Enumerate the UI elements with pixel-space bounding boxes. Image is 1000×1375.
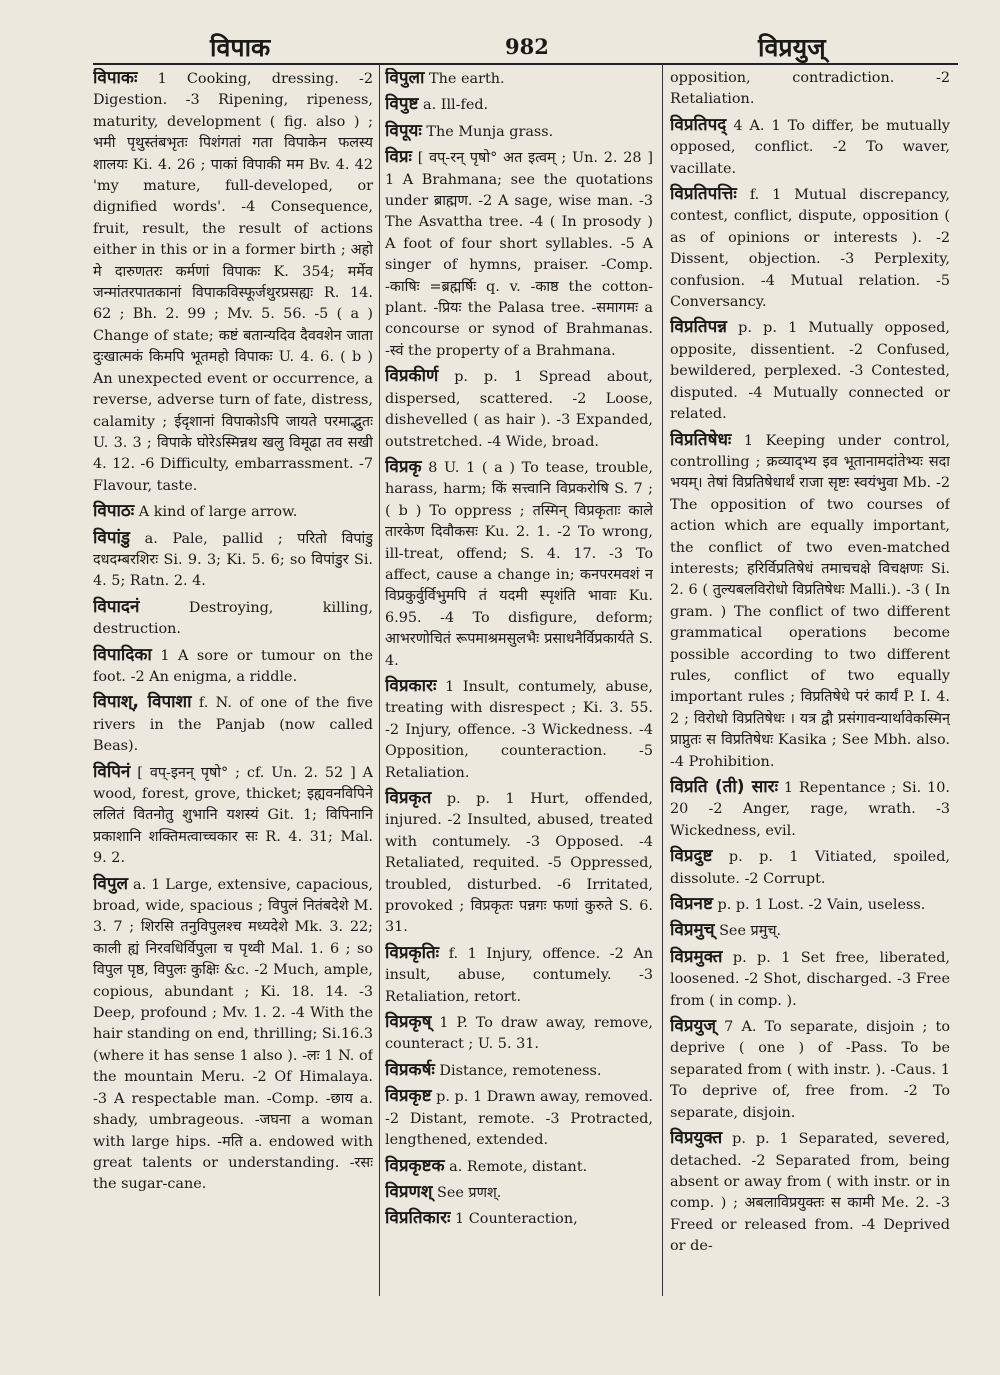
entry-definition: a. Pale, pallid ; परितो विपांडु दधदम्बरशिरः Si. 9. 3; Ki. 5. 6; so विपांडुर Si. 4. 5; Ratn. 2. 4. — [93, 530, 373, 590]
entry-headword: विप्रकृत — [385, 788, 432, 808]
entry-definition: 1 Counteraction, — [450, 1211, 578, 1228]
entry-definition: 1 Keeping under control, controlling ; क्रव्याद्भ्य इव भूतानामदांतेभ्यः सदा भयम्। तेषां विप्रतिषेधार्थं राजा सृष्टः स्वयंभुवा Mb. -2 The opposition of two courses of action which are equally important, the conflict of two even-matched interests; हरिर्विप्रतिषेधं तमाचचक्षे विचक्षणः Si. 2. 6 ( तुल्यबलविरोधो विप्रतिषेधः Malli.). -3 ( In gram. ) The conflict of two different grammatical operations become possible according to two different rules, conflict of two equally important rules ; विप्रतिषेधे परं कार्यं P. I. 4. 2 ; विरोधो विप्रतिषेधः । यत्र द्वौ प्रसंगावन्यार्थावेकस्मिन् प्राप्नुतः स विप्रतिषेधः Kasika ; See Mbh. also. -4 Prohibition. — [670, 432, 950, 770]
entry-headword: विप्रति (ती) सारः — [670, 777, 779, 797]
column-divider — [662, 64, 663, 1296]
entry-definition: 1 P. To draw away, remove, counteract ; U. 5. 31. — [385, 1015, 653, 1053]
entry-headword: विप्रतिपन्न — [670, 317, 727, 338]
dictionary-entry — [385, 94, 653, 116]
entry-headword: विप्रमुक्त — [670, 946, 723, 967]
dictionary-entry — [385, 1182, 653, 1204]
dictionary-entry — [670, 317, 950, 425]
dictionary-entry — [93, 68, 373, 497]
entry-definition: 7 A. To separate, disjoin ; to deprive ( one ) of -Pass. To be separated from ( with instr. ). -Caus. 1 To deprive of, free from. -2 To separate, disjoin. — [670, 1019, 950, 1121]
dictionary-entry — [670, 894, 950, 916]
entry-headword: विपांडु — [93, 527, 131, 548]
entry-definition: p. p. 1 Drawn away, removed. -2 Distant, remote. -3 Protracted, lengthened, extended. — [385, 1089, 653, 1149]
dictionary-entry — [670, 115, 950, 180]
running-head-left: विपाक — [210, 33, 271, 62]
dictionary-entry — [385, 788, 653, 939]
entry-headword: विपुला — [385, 68, 425, 88]
dictionary-entry — [670, 68, 950, 111]
entry-headword: विप्रदुष्ट — [670, 846, 713, 867]
dictionary-entry — [93, 501, 373, 523]
entry-definition: p. p. 1 Vitiated, spoiled, dissolute. -2 Corrupt. — [670, 849, 950, 887]
dictionary-entry — [385, 1086, 653, 1151]
entry-definition: 1 Repentance ; Si. 10. 20 -2 Anger, rage, wrath. -3 Wickedness, evil. — [670, 780, 950, 839]
entry-definition: Distance, remoteness. — [434, 1062, 602, 1079]
entry-headword: विपादिका — [93, 644, 152, 665]
dictionary-entry — [385, 1156, 653, 1178]
running-head-right: विप्रयुज् — [758, 33, 826, 62]
entry-headword: विप्रकृ — [385, 456, 422, 477]
entry-headword: विपुल — [93, 873, 129, 894]
dictionary-entry — [670, 846, 950, 890]
entry-definition: f. 1 Injury, offence. -2 An insult, abuse, contumely. -3 Retaliation, retort. — [385, 945, 653, 1005]
entry-headword: विपादनं — [93, 596, 140, 617]
entry-headword: विप्रतिकारः — [385, 1208, 451, 1229]
dictionary-entry — [670, 777, 950, 842]
dictionary-entry — [385, 366, 653, 453]
dictionary-entry — [385, 943, 653, 1008]
entry-definition: a. Remote, distant. — [444, 1158, 588, 1175]
entry-headword: विपूयः — [385, 120, 422, 141]
dictionary-entry — [670, 1016, 950, 1124]
column-2 — [385, 68, 653, 1288]
entry-definition: 1 Cooking, dressing. -2 Digestion. -3 Ripening, ripeness, maturity, development ( fig. also ) ; भमी पृथुस्तंबभृतः पिशंगतां गता विपाकेन फलस्य शालयः Ki. 4. 26 ; पाकां विपाकी मम Bv. 4. 42 'my mature, full-developed, or dignified words'. -4 Consequence, fruit, result, the result of actions either in this or in a former birth ; अहो मे दारुणतरः कर्मणां विपाकः K. 354; मर्मेव जन्मांतरपातकानां विपाकविस्फूर्जथुरप्रसह्यः R. 14. 62 ; Bh. 2. 99 ; Mv. 5. 56. -5 ( a ) Change of state; कष्टं बतान्यदिव दैववशेन जाता दुःखात्मकं किमपि भूतमहो विपाकः U. 4. 6. ( b ) An unexpected event or occurrence, a reverse, adverse turn of fate, distress, calamity ; ईदृशानां विपाकोऽपि जायते परमाद्भुतः U. 3. 3 ; विपाके घोरेऽस्मिन्नथ खलु विमूढा तव सखी 4. 12. -6 Difficulty, embarrassment. -7 Flavour, taste. — [93, 71, 373, 494]
entry-definition: The Munja grass. — [421, 123, 554, 140]
entry-definition: Destroying, killing, destruction. — [93, 599, 373, 638]
entry-headword: विपाठः — [93, 501, 135, 522]
entry-definition: p. p. 1 Lost. -2 Vain, useless. — [712, 897, 926, 914]
column-1 — [93, 68, 373, 1288]
entry-definition: 8 U. 1 ( a ) To tease, trouble, harass, harm; किं सत्त्वानि विप्रकरोषि S. 7 ; ( b ) To oppress ; तस्मिन् विप्रकृताः काले तारकेण दिवौकसः Ku. 2. 1. -2 To wrong, ill-treat, offend; S. 4. 17. -3 To affect, cause a change in; कनपरमवशं न विप्रकुर्वुर्विभुमपि तं यदमी स्पृशंति भावाः Ku. 6.95. -4 To disfigure, deform; आभरणोचितं रूपमाश्रमसुलभैः प्रसाधनैर्विप्रकार्यते S. 4. — [385, 459, 653, 669]
dictionary-entry — [385, 147, 653, 362]
entry-headword: विप्रकृष्ट — [385, 1086, 432, 1107]
entry-definition: p. p. 1 Mutually opposed, opposite, dissentient. -2 Confused, bewildered, perplexed. -3 Contested, disputed. -4 Mutually connected or related. — [670, 320, 950, 423]
entry-headword: विप्रतिषेधः — [670, 429, 732, 450]
entry-headword: विप्रः — [385, 147, 412, 168]
entry-definition: f. N. of one of the five rivers in the Panjab (now called Beas). — [93, 695, 373, 755]
entry-definition: See प्रमुच्. — [714, 923, 782, 940]
dictionary-entry — [385, 676, 653, 784]
entry-definition: The earth. — [424, 71, 505, 87]
entry-headword: विपुष्ट — [385, 94, 419, 115]
entry-headword: विप्रयुक्त — [670, 1128, 723, 1149]
dictionary-entry — [93, 874, 373, 1196]
dictionary-entry — [93, 762, 373, 870]
entry-headword: विप्रतिपद् — [670, 114, 727, 135]
dictionary-entry — [670, 430, 950, 774]
entry-headword: विप्रणश् — [385, 1181, 433, 1202]
column-divider — [379, 64, 380, 1296]
entry-definition: [ वप्-इनन् पृषो° ; cf. Un. 2. 52 ] A wood, forest, grove, thicket; इह्यवनविपिने ललितं वितनोतु शुभानि यशस्यं Git. 1; विपिनानि प्रकाशानि शक्तिमत्वाच्चकार सः R. 4. 31; Mal. 9. 2. — [93, 764, 373, 867]
entry-definition: p. p. 1 Spread about, dispersed, scattered. -2 Loose, dishevelled ( as hair ). -3 Expanded, outstretched. -4 Wide, broad. — [385, 369, 653, 450]
entry-definition: 4 A. 1 To differ, be mutually opposed, conflict. -2 To waver, vacillate. — [670, 117, 950, 177]
entry-headword: विपाकः — [93, 68, 138, 88]
dictionary-entry — [670, 1128, 950, 1257]
entry-headword: विप्रकृष् — [385, 1012, 432, 1033]
dictionary-entry — [385, 1208, 653, 1230]
dictionary-entry — [670, 184, 950, 313]
dictionary-entry — [93, 645, 373, 689]
entry-headword: विपिनं — [93, 761, 131, 782]
entry-headword: विप्रकारः — [385, 675, 437, 696]
entry-definition: p. p. 1 Set free, liberated, loosened. -2 Shot, discharged. -3 Free from ( in comp. ). — [670, 949, 950, 1009]
entry-definition: 1 A sore or tumour on the foot. -2 An enigma, a riddle. — [93, 647, 373, 685]
dictionary-entry — [93, 528, 373, 593]
entry-headword: विप्रनष्ट — [670, 894, 713, 915]
entry-definition: See प्रणश्. — [432, 1184, 502, 1201]
entry-headword: विप्रकृष्टक — [385, 1155, 445, 1176]
entry-definition: a. Ill-fed. — [418, 97, 489, 114]
entry-headword: विप्रमुच् — [670, 920, 715, 941]
dictionary-entry — [93, 597, 373, 641]
header-rule — [93, 63, 958, 65]
dictionary-entry — [385, 121, 653, 143]
entry-headword: विप्रतिपत्तिः — [670, 184, 737, 205]
dictionary-entry — [385, 457, 653, 672]
entry-headword: विप्रकर्षः — [385, 1059, 435, 1080]
column-3 — [670, 68, 950, 1288]
page-number: 982 — [505, 34, 549, 59]
dictionary-entry — [93, 692, 373, 757]
dictionary-entry — [385, 68, 653, 90]
dictionary-entry — [385, 1012, 653, 1056]
entry-definition: f. 1 Mutual discrepancy, contest, conflict, dispute, opposition ( as of opinions or interests ). -2 Dissent, objection. -3 Perplexity, confusion. -4 Mutual relation. -5 Conversancy. — [670, 187, 950, 311]
entry-definition: p. p. 1 Separated, severed, detached. -2 Separated from, being absent or away from ( with instr. or in comp. ) ; अबलाविप्रयुक्तः स कामी Me. 2. -3 Freed or released from. -4 Deprived or de- — [670, 1131, 950, 1255]
dictionary-entry — [385, 1060, 653, 1082]
dictionary-entry — [670, 947, 950, 1012]
entry-headword: विप्रकीर्ण — [385, 366, 439, 387]
entry-headword: विप्रकृतिः — [385, 942, 440, 963]
entry-headword: विप्रयुज् — [670, 1016, 717, 1037]
dictionary-entry — [670, 920, 950, 942]
entry-definition: 1 Insult, contumely, abuse, treating with disrespect ; Ki. 3. 55. -2 Injury, offence. -3 Wickedness. -4 Opposition, counteraction. -5 Retaliation. — [385, 678, 653, 781]
entry-definition: A kind of large arrow. — [134, 504, 298, 521]
entry-headword: विपाश्, विपाशा — [93, 692, 192, 713]
entry-definition: p. p. 1 Hurt, offended, injured. -2 Insulted, abused, treated with contumely. -3 Opposed. -4 Retaliated, requited. -5 Oppressed, troubled, disturbed. -6 Irritated, provoked ; विप्रकृतः पन्नगः फणां कुरुते S. 6. 31. — [385, 791, 653, 936]
entry-definition: opposition, contradiction. -2 Retaliation. — [670, 70, 950, 108]
entry-definition: [ वप्-रन् पृषो° अत इत्वम् ; Un. 2. 28 ] 1 A Brahmana; see the quotations under ब्राह्मण. -2 A sage, wise man. -3 The Asvattha tree. -4 ( In prosody ) A foot of four short syllables. -5 A singer of hymns, praiser. -Comp. -काषिः =ब्रह्मर्षिः q. v. -काष्ठ the cotton-plant. -प्रियः the Palasa tree. -समागमः a concourse or synod of Brahmanas. -स्वं the property of a Brahmana. — [385, 150, 653, 359]
entry-definition: a. 1 Large, extensive, capacious, broad, wide, spacious ; विपुलं नितंबदेशे M. 3. 7 ; शिरसि तनुविपुलश्च मध्यदेशे Mk. 3. 22; काली ह्यं निरवधिर्विपुला च पृथ्वी Mal. 1. 6 ; so विपुल पृष्ठ, विपुलः कुक्षिः &c. -2 Much, ample, copious, abundant ; Ki. 18. 14. -3 Deep, profound ; Mv. 1. 2. -4 With the hair standing on end, thrilling; Si.16.3 (where it has sense 1 also ). -लः 1 N. of the mountain Meru. -2 Of Himalaya. -3 A respectable man. -Comp. -छाय a. shady, umbrageous. -जघना a woman with large hips. -मति a. endowed with great talents or understanding. -रसः the sugar-cane. — [93, 876, 373, 1193]
